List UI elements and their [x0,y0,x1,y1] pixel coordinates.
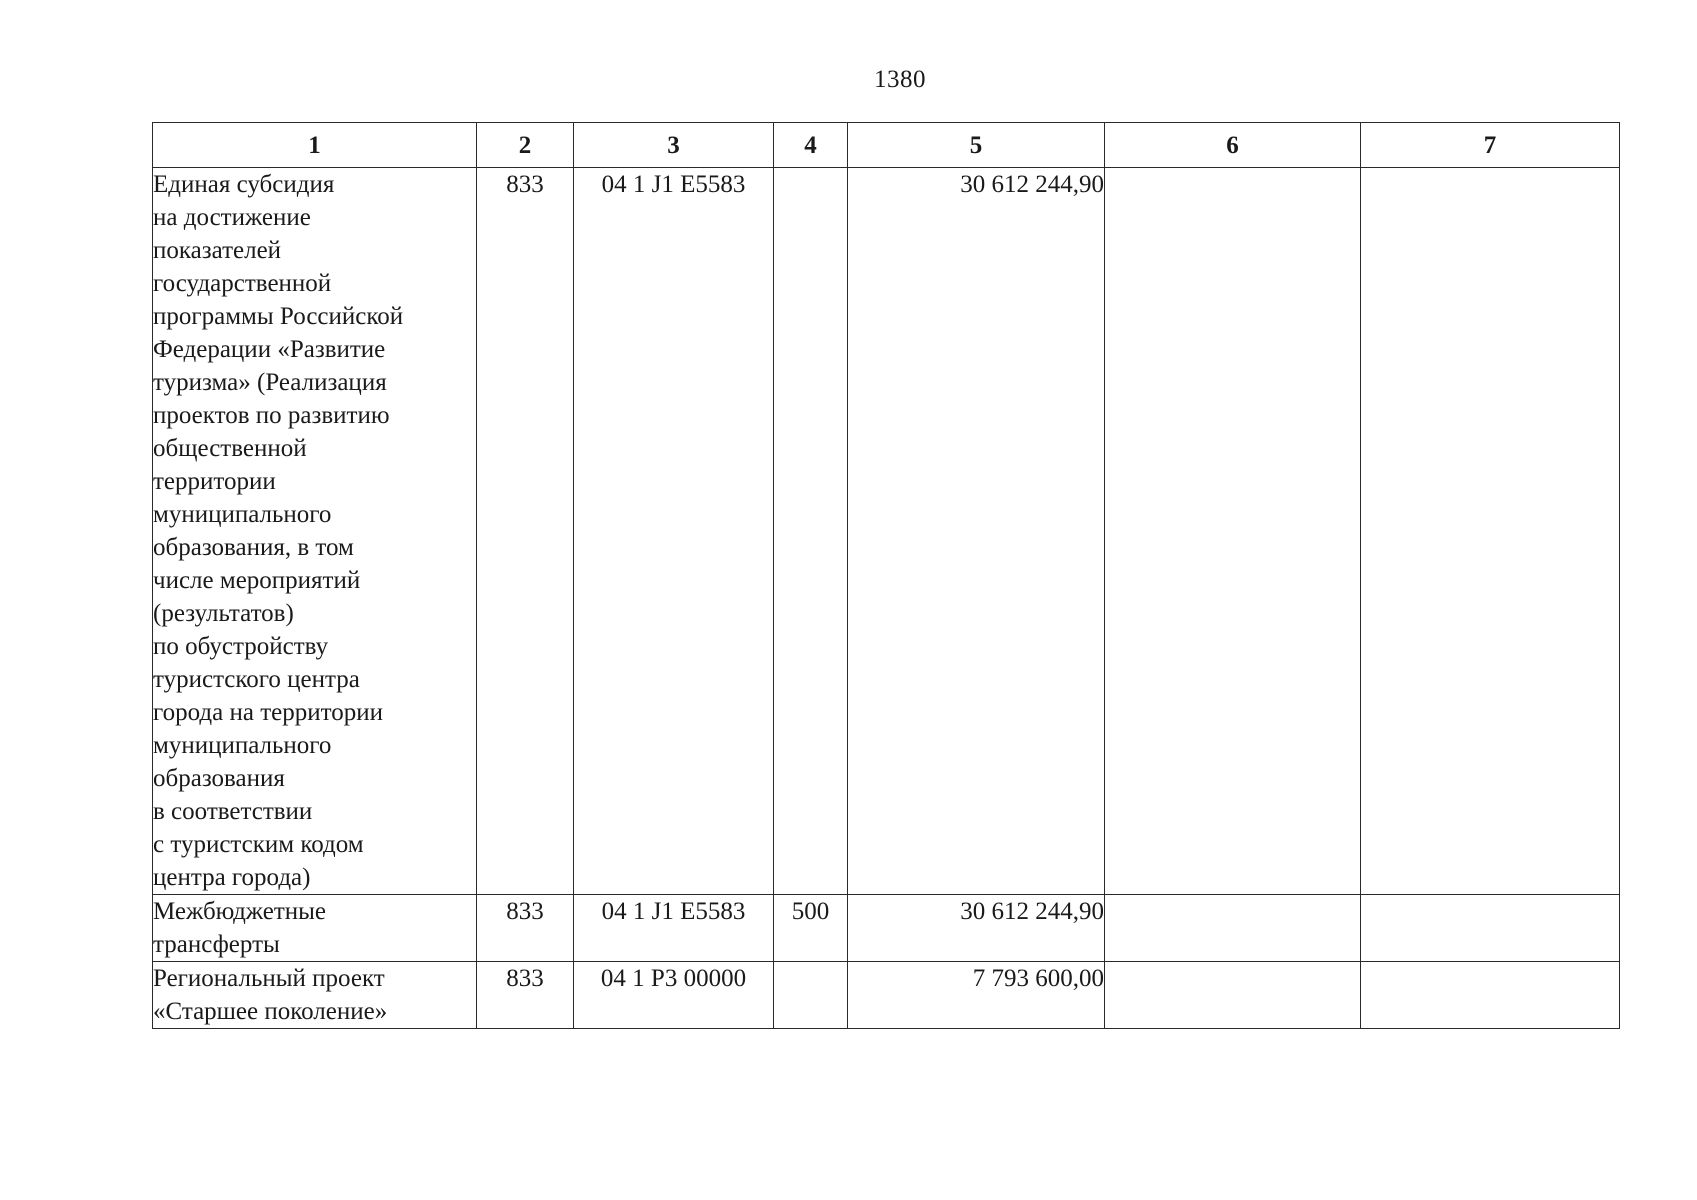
row-col6-cell [1105,962,1361,1029]
row-name-cell: Межбюджетные трансферты [153,895,477,962]
page-number: 1380 [874,66,926,93]
row-name-cell: Единая субсидия на достижение показателей государственной программы Российской Федерации «Развитие туризма» (Реализация проектов по развитию общественной территории муниципального образования, в том числе мероприятий (результатов) по обустройству туристского центра города на территории муниципального образования в соответствии с туристским кодом центра города) [153,168,477,895]
header-col-7: 7 [1361,123,1620,168]
row-code-cell: 833 [477,895,574,962]
table-row [153,895,1620,962]
row-code-cell: 833 [477,962,574,1029]
header-col-1: 1 [153,123,477,168]
row-col7-cell [1361,962,1620,1029]
row-col7-cell [1361,168,1620,895]
header-col-6: 6 [1105,123,1361,168]
row-col7-cell [1361,895,1620,962]
row-csr-cell: 04 1 P3 00000 [574,962,774,1029]
table-row [153,168,1620,895]
header-col-3: 3 [574,123,774,168]
row-vr-cell: 500 [774,895,848,962]
budget-table [152,122,1620,1029]
row-sum-cell: 7 793 600,00 [848,962,1105,1029]
row-col6-cell [1105,895,1361,962]
row-col6-cell [1105,168,1361,895]
header-col-5: 5 [848,123,1105,168]
row-csr-cell: 04 1 J1 E5583 [574,168,774,895]
row-name-cell: Региональный проект «Старшее поколение» [153,962,477,1029]
header-row [153,123,1620,168]
row-vr-cell [774,962,848,1029]
row-code-cell: 833 [477,168,574,895]
row-csr-cell: 04 1 J1 E5583 [574,895,774,962]
row-vr-cell [774,168,848,895]
row-sum-cell: 30 612 244,90 [848,895,1105,962]
table-row [153,962,1620,1029]
header-col-4: 4 [774,123,848,168]
row-sum-cell: 30 612 244,90 [848,168,1105,895]
header-col-2: 2 [477,123,574,168]
